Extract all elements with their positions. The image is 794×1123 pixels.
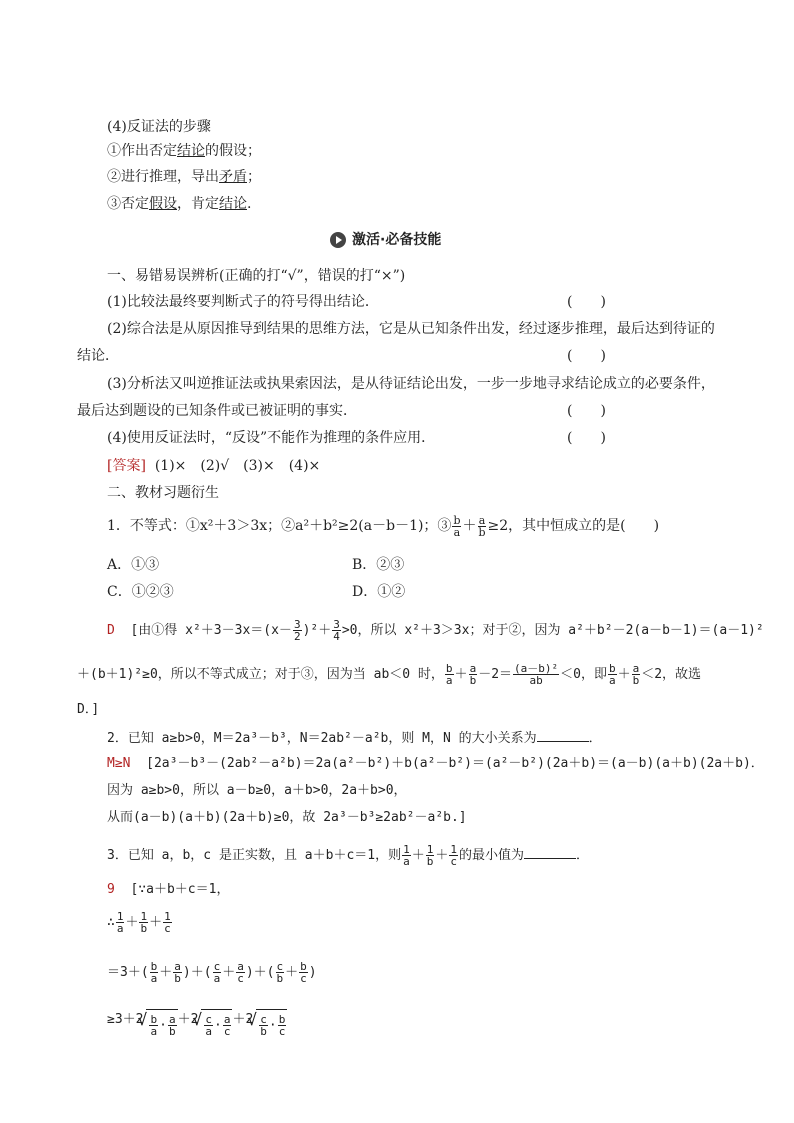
answer-paren: ( ) bbox=[567, 403, 606, 419]
play-circle-icon bbox=[330, 232, 346, 248]
part1-q3-line1: (3)分析法又叫逆推证法或执果索因法，是从待证结论出发，一步一步地寻求结论成立的必要条件， bbox=[107, 376, 715, 392]
answer-label: [答案] bbox=[107, 458, 146, 474]
p3-solution-line4: ≥3＋2 √ $\frac{b}{a}$ · $\frac{a}{b}$ ＋2 √ $\frac{c}{a}$ · $\frac{a}{c}$ ＋2 √ $\frac{c}{b}$ · $\frac{b}{c}$ bbox=[107, 1004, 287, 1036]
p1-option-b: B．②③ bbox=[352, 557, 405, 573]
part2-title: 二、教材习题衍生 bbox=[107, 485, 219, 501]
p1-option-c: C．①②③ bbox=[107, 584, 174, 600]
p3-answer-blank[interactable] bbox=[524, 844, 576, 859]
answer-paren: ( ) bbox=[567, 430, 606, 446]
sec4-step3: ③否定假设，肯定结论. bbox=[107, 196, 252, 212]
part1-q2-line1: (2)综合法是从原因推导到结果的思维方法，它是从已知条件出发，经过逐步推理，最后达到待证的 bbox=[107, 321, 715, 337]
p1-solution-line2: ＋(b＋1)²≥0，所以不等式成立；对于③，因为当 ab＜0 时， $\frac{b}{a}$ ＋ $\frac{a}{b}$ －2＝ $\frac{\text{(a－b)²}}{ab}$ ＜0，即 $\frac{b}{a}$ ＋ $\frac{a}{b}$ ＜2，故选 bbox=[77, 662, 702, 687]
p1-solution-line3: D．] bbox=[77, 702, 100, 717]
part1-answer: [答案] (1)× (2)√ (3)× (4)× bbox=[107, 458, 321, 474]
p3-stem: 3．已知 a，b，c 是正实数，且 a＋b＋c＝1，则 $\frac{1}{a}$ ＋ $\frac{1}{b}$ ＋ $\frac{1}{c}$ 的最小值为 ． bbox=[107, 843, 590, 868]
answer-paren: ( ) bbox=[567, 294, 606, 310]
p3-solution-line3: ＝3＋( $\frac{b}{a}$ ＋ $\frac{a}{b}$ )＋( $\frac{c}{a}$ ＋ $\frac{a}{c}$ )＋( $\frac{c}{b}$ ＋ $\frac{b}{c}$ ) bbox=[107, 960, 317, 985]
p3-solution-line2: ∴ $\frac{1}{a}$ ＋ $\frac{1}{b}$ ＋ $\frac{1}{c}$ bbox=[107, 910, 171, 935]
p2-solution-line3: 从而(a－b)(a＋b)(2a＋b)≥0，故 2a³－b³≥2ab²－a²b.] bbox=[107, 810, 467, 825]
p2-stem: 2．已知 a≥b>0，M＝2a³－b³，N＝2ab²－a²b，则 M，N 的大小关系为 ． bbox=[107, 727, 602, 747]
p3-solution-line1: 9 [∵a＋b＋c＝1， bbox=[107, 882, 230, 897]
p1-stem: 1．不等式：①x²＋3＞3x；②a²＋b²≥2(a－b－1)；③ $\frac{b}{a}$ ＋ $\frac{a}{b}$ ≥2，其中恒成立的是( ) bbox=[107, 513, 660, 539]
p1-solution-line1: D [由①得 x²＋3－3x＝(x－ $\frac{3}{2}$ )²＋ $\frac{3}{4}$ >0，所以 x²＋3＞3x；对于②，因为 a²＋b²－2(a－b－1)＝(a－1)² bbox=[107, 618, 764, 643]
part1-q4: (4)使用反证法时，“反设”不能作为推理的条件应用． bbox=[107, 430, 436, 446]
part1-q2-line2: 结论． bbox=[77, 348, 119, 364]
p3-answer-label: 9 bbox=[107, 882, 115, 897]
part1-q1: (1)比较法最终要判断式子的符号得出结论． bbox=[107, 294, 379, 310]
p2-solution-line1: M≥N [2a³－b³－(2ab²－a²b)＝2a(a²－b²)＋b(a²－b²)＝(a²－b²)(2a＋b)＝(a－b)(a＋b)(2a＋b)． bbox=[107, 756, 764, 771]
p1-answer-letter: D bbox=[107, 623, 115, 638]
answer-paren: ( ) bbox=[567, 348, 606, 364]
sec4-step2: ②进行推理，导出矛盾； bbox=[107, 169, 261, 185]
p1-option-a: A．①③ bbox=[107, 557, 160, 573]
p2-answer-label: M≥N bbox=[107, 756, 131, 771]
p2-answer-blank[interactable] bbox=[537, 727, 589, 742]
p1-option-d: D．①② bbox=[352, 584, 406, 600]
part1-q3-line2: 最后达到题设的已知条件或已被证明的事实． bbox=[77, 403, 357, 419]
p2-solution-line2: 因为 a≥b>0，所以 a－b≥0，a＋b>0，2a＋b>0， bbox=[107, 783, 407, 798]
section-heading: 激活·必备技能 bbox=[330, 230, 441, 250]
sec4-title: (4)反证法的步骤 bbox=[107, 119, 211, 135]
sec4-step1: ①作出否定结论的假设； bbox=[107, 143, 261, 159]
part1-title: 一、易错易误辨析(正确的打“√”，错误的打“×”) bbox=[107, 268, 406, 284]
